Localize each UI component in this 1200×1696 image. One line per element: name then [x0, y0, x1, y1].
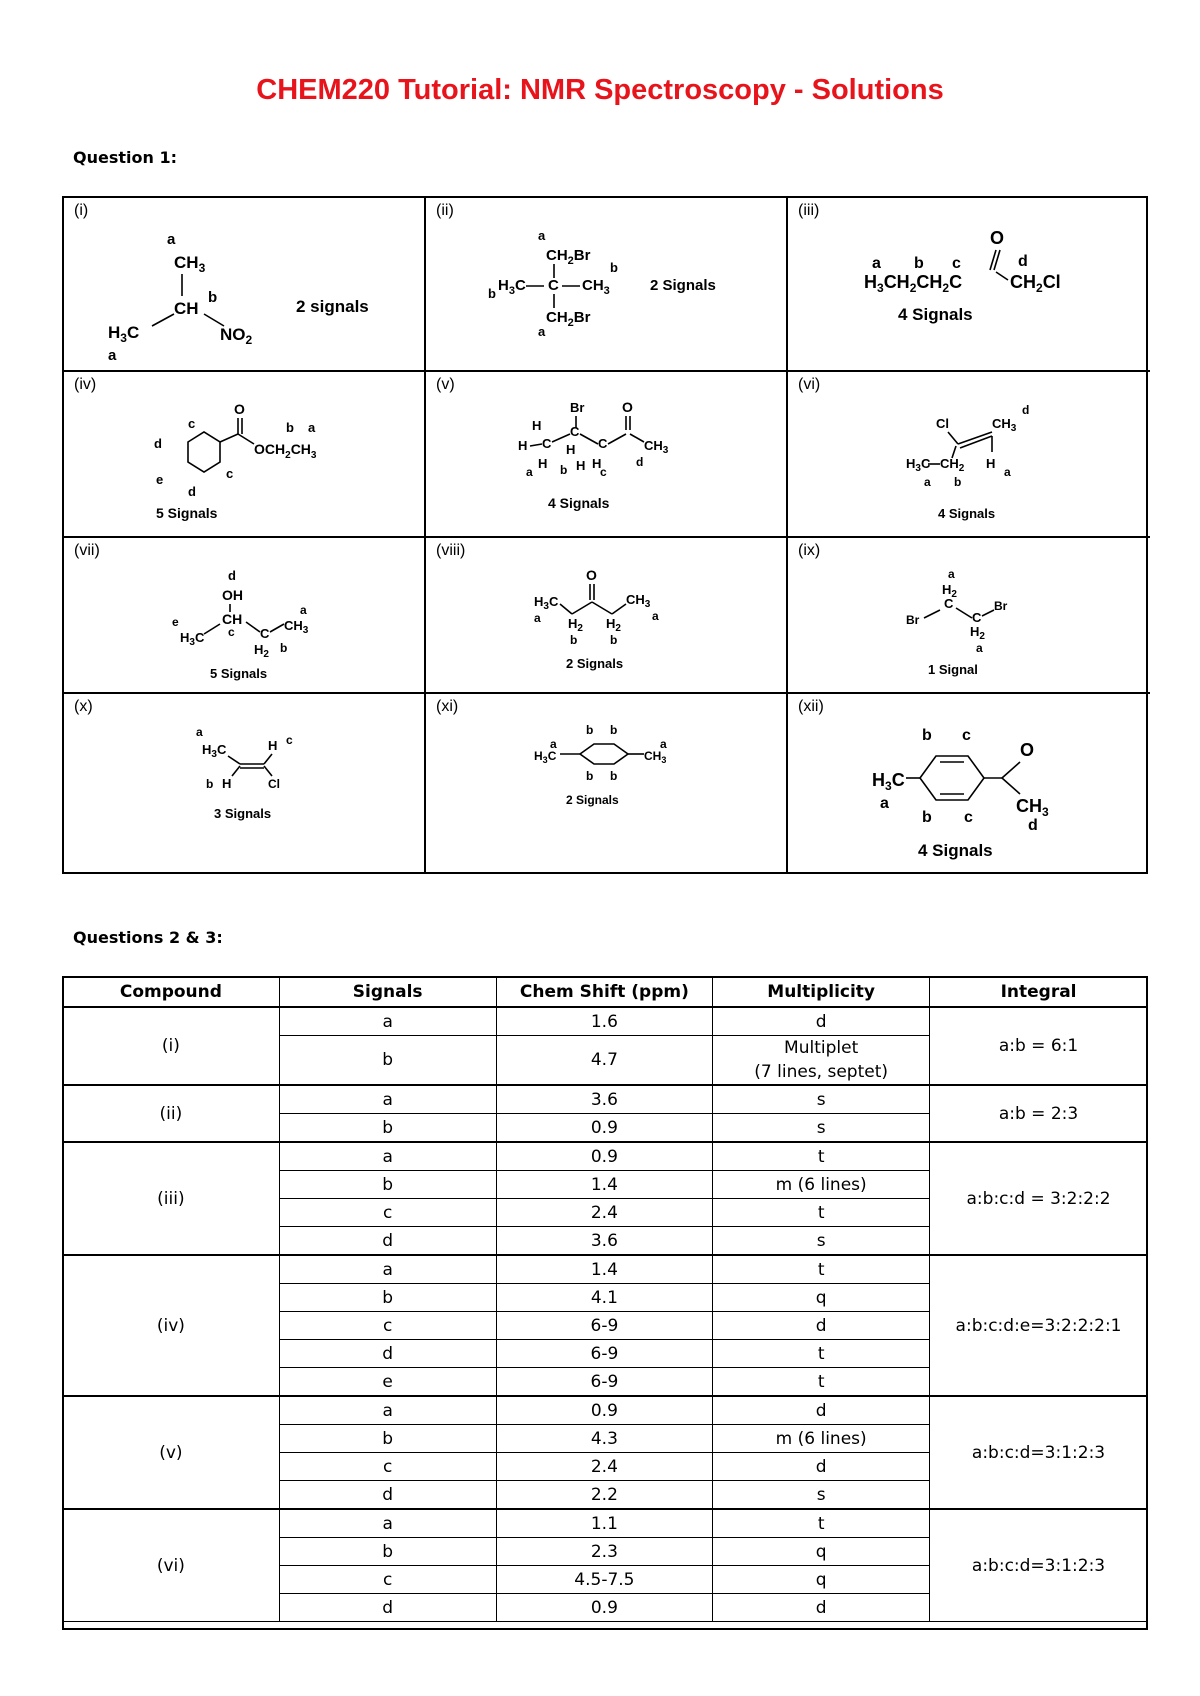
svg-text:c: c — [962, 727, 971, 744]
svg-text:H2: $H_2$ — [568, 616, 583, 634]
structure-cell-v — [426, 372, 788, 538]
svg-text:H: H — [268, 738, 278, 753]
svg-text:b: b — [488, 286, 496, 301]
svg-text:H: H — [222, 776, 232, 791]
svg-text:a: a — [108, 347, 117, 364]
signals-label: 2 Signals — [566, 793, 619, 807]
multiplicity-cell: t — [713, 1368, 930, 1397]
multiplicity-cell: q — [713, 1566, 930, 1594]
integral-cell: a:b:c:d=3:1:2:3 — [930, 1396, 1148, 1509]
svg-text:b: b — [922, 727, 932, 744]
cell-number: (x) — [74, 698, 93, 715]
signal-cell: a — [279, 1396, 496, 1425]
svg-text:Br: Br — [906, 613, 920, 627]
svg-text:O: O — [234, 401, 245, 417]
signal-cell: a — [279, 1255, 496, 1284]
table-row — [63, 1007, 1148, 1036]
shift-cell: 0.9 — [496, 1114, 713, 1143]
cell-number: (iv) — [74, 376, 97, 393]
svg-text:CH2Br: $CH_2Br$ — [546, 309, 591, 329]
svg-text:c: c — [952, 255, 961, 272]
compound-cell: (ii) — [63, 1085, 280, 1142]
svg-text:a: a — [550, 737, 557, 751]
structure-vii — [64, 538, 424, 692]
svg-text:H3C: $H_3C$ — [498, 277, 526, 297]
svg-text:a: a — [652, 609, 659, 623]
svg-text:b: b — [586, 723, 594, 737]
multiplicity-cell: m (6 lines) — [713, 1425, 930, 1453]
svg-text:CH3: $CH_3$ — [284, 618, 309, 636]
multiplicity-cell: t — [713, 1142, 930, 1171]
svg-text:H: H — [986, 456, 996, 471]
signal-cell: d — [279, 1340, 496, 1368]
svg-text:CH3: $CH_3$ — [992, 416, 1017, 434]
svg-text:H3C: $H_3C$ — [180, 630, 205, 648]
svg-text:H3C: $H_3C$ — [872, 770, 905, 793]
structure-x — [64, 694, 424, 872]
signals-label: 2 Signals — [566, 656, 624, 671]
multiplicity-cell: d — [713, 1396, 930, 1425]
svg-text:a: a — [534, 611, 541, 625]
compound-cell: (iii) — [63, 1142, 280, 1255]
signals-label: 4 Signals — [898, 305, 973, 324]
shift-cell: 1.4 — [496, 1255, 713, 1284]
svg-text:H3C: $H_3C$ — [534, 749, 557, 765]
svg-text:d: d — [1018, 253, 1028, 270]
svg-text:b: b — [208, 289, 218, 306]
signal-cell: b — [279, 1036, 496, 1086]
cell-number: (xi) — [436, 698, 459, 715]
signal-cell: c — [279, 1199, 496, 1227]
svg-text:C: C — [570, 424, 580, 439]
header-multiplicity: Multiplicity — [713, 977, 930, 1007]
svg-text:NO2: $NO_2$ — [220, 325, 253, 347]
shift-cell: 4.3 — [496, 1425, 713, 1453]
header-chem-shift: Chem Shift (ppm) — [496, 977, 713, 1007]
svg-text:H: H — [566, 442, 576, 457]
svg-text:CH3: $CH_3$ — [626, 592, 651, 610]
signals-label: 1 Signal — [928, 662, 978, 677]
svg-text:a: a — [880, 795, 889, 812]
svg-text:Br: Br — [994, 599, 1008, 613]
svg-text:CH3: $CH_3$ — [174, 253, 206, 275]
shift-cell: 4.7 — [496, 1036, 713, 1086]
svg-text:b: b — [922, 809, 932, 826]
svg-text:CH2Br: $CH_2Br$ — [546, 247, 591, 267]
multiplicity-cell: t — [713, 1255, 930, 1284]
structure-iii — [788, 198, 1148, 370]
svg-text:a: a — [538, 228, 546, 243]
compound-cell: (v) — [63, 1396, 280, 1509]
signal-cell: a — [279, 1085, 496, 1114]
signals-label: 4 Signals — [918, 841, 993, 860]
shift-cell: 6-9 — [496, 1340, 713, 1368]
svg-text:C: C — [972, 610, 982, 625]
signal-cell: a — [279, 1509, 496, 1538]
signal-cell: b — [279, 1538, 496, 1566]
integral-cell: a:b:c:d = 3:2:2:2 — [930, 1142, 1148, 1255]
shift-cell: 1.6 — [496, 1007, 713, 1036]
multiplicity-cell: s — [713, 1085, 930, 1114]
svg-text:O: O — [1020, 740, 1035, 760]
svg-text:a: a — [526, 465, 533, 479]
signals-label: 3 Signals — [214, 806, 272, 821]
shift-cell: 0.9 — [496, 1396, 713, 1425]
structure-xi — [426, 694, 786, 872]
signal-cell: a — [279, 1142, 496, 1171]
svg-text:CH3: $CH_3$ — [582, 277, 610, 297]
multiplicity-cell: t — [713, 1509, 930, 1538]
table-row — [63, 1142, 1148, 1171]
svg-text:a: a — [1004, 465, 1011, 479]
cell-number: (vi) — [798, 376, 821, 393]
svg-text:H: H — [518, 438, 528, 453]
svg-text:C: C — [542, 436, 552, 451]
signals-label: 2 signals — [296, 297, 369, 316]
header-compound: Compound — [63, 977, 280, 1007]
signal-cell: e — [279, 1368, 496, 1397]
svg-text:d: d — [188, 484, 196, 499]
svg-text:CH: CH — [222, 611, 243, 627]
svg-text:O: O — [990, 228, 1005, 248]
integral-cell: a:b:c:d:e=3:2:2:2:1 — [930, 1255, 1148, 1396]
signal-cell: b — [279, 1171, 496, 1199]
integral-cell: a:b = 6:1 — [930, 1007, 1148, 1085]
svg-text:H2: $H_2$ — [942, 582, 957, 600]
svg-text:b: b — [586, 769, 594, 783]
svg-text:b: b — [280, 641, 288, 655]
structure-cell-x — [64, 694, 426, 874]
signals-label: 4 Signals — [938, 506, 996, 521]
svg-text:a: a — [660, 737, 667, 751]
structure-ix — [788, 538, 1148, 692]
shift-cell: 3.6 — [496, 1085, 713, 1114]
signals-label: 5 Signals — [210, 666, 268, 681]
svg-text:CH3: $CH_3$ — [644, 749, 667, 765]
multiplicity-cell: q — [713, 1284, 930, 1312]
multiplicity-cell — [713, 1036, 930, 1086]
table-header-row — [63, 977, 1148, 1007]
structure-i — [64, 198, 424, 370]
svg-text:a: a — [300, 603, 307, 617]
signal-cell: d — [279, 1594, 496, 1622]
signal-cell: b — [279, 1284, 496, 1312]
multiplicity-cell: d — [713, 1312, 930, 1340]
svg-text:CH3: $CH_3$ — [1016, 796, 1049, 819]
multiplicity-cell: s — [713, 1481, 930, 1510]
svg-text:Br: Br — [570, 400, 585, 415]
svg-text:Cl: Cl — [936, 416, 949, 431]
svg-text:H2: $H_2$ — [970, 624, 985, 642]
structure-cell-viii — [426, 538, 788, 694]
cell-number: (ix) — [798, 542, 821, 559]
svg-text:a: a — [538, 324, 546, 339]
svg-text:d: d — [154, 436, 162, 451]
structure-ii — [426, 198, 786, 370]
svg-text:d: d — [1022, 403, 1030, 417]
compound-cell: (vi) — [63, 1509, 280, 1622]
signals-label: 5 Signals — [156, 505, 218, 521]
structure-cell-xi — [426, 694, 788, 874]
svg-text:C: C — [598, 436, 608, 451]
structure-cell-ii — [426, 198, 788, 372]
signal-cell: b — [279, 1114, 496, 1143]
svg-text:H3C: $H_3C$ — [108, 323, 140, 345]
svg-text:c: c — [964, 809, 973, 826]
header-signals: Signals — [279, 977, 496, 1007]
signal-cell: b — [279, 1425, 496, 1453]
signal-cell: c — [279, 1566, 496, 1594]
svg-text:C: C — [548, 277, 559, 294]
svg-text:b: b — [610, 769, 618, 783]
svg-text:b: b — [954, 475, 962, 489]
integral-cell: a:b = 2:3 — [930, 1085, 1148, 1142]
nmr-table — [62, 976, 1148, 1622]
svg-text:H: H — [592, 456, 602, 471]
structure-cell-vi — [788, 372, 1150, 538]
questions-2-3-label: Questions 2 & 3: — [73, 928, 223, 947]
svg-text:a: a — [872, 255, 881, 272]
shift-cell: 2.4 — [496, 1199, 713, 1227]
svg-text:H3C: $H_3C$ — [906, 456, 931, 474]
svg-text:H3CH2CH2C: $H_3CH_2CH_2C$ — [864, 272, 963, 295]
shift-cell: 6-9 — [496, 1368, 713, 1397]
svg-text:H2: $H_2$ — [606, 616, 621, 634]
svg-text:c: c — [188, 416, 196, 431]
signal-cell: a — [279, 1007, 496, 1036]
svg-text:a: a — [308, 420, 316, 435]
question-1-label: Question 1: — [73, 148, 177, 167]
svg-text:b: b — [570, 633, 578, 647]
table-row — [63, 1509, 1148, 1538]
multiplicity-cell: q — [713, 1538, 930, 1566]
structure-cell-vii — [64, 538, 426, 694]
integral-cell: a:b:c:d=3:1:2:3 — [930, 1509, 1148, 1622]
svg-text:a: a — [167, 231, 176, 248]
multiplicity-cell: d — [713, 1007, 930, 1036]
signal-cell: d — [279, 1227, 496, 1256]
svg-text:O: O — [586, 567, 597, 583]
cell-number: (iii) — [798, 202, 820, 219]
svg-text:a: a — [948, 567, 955, 581]
signal-cell: c — [279, 1453, 496, 1481]
multiplicity-line-1: Multiplet — [784, 1038, 859, 1058]
shift-cell: 2.4 — [496, 1453, 713, 1481]
svg-text:OH: OH — [222, 587, 243, 603]
svg-text:b: b — [914, 255, 924, 272]
signals-label: 4 Signals — [548, 495, 610, 511]
svg-text:e: e — [156, 472, 164, 487]
cell-number: (xii) — [798, 698, 824, 715]
svg-text:b: b — [206, 777, 214, 791]
shift-cell: 6-9 — [496, 1312, 713, 1340]
shift-cell: 1.1 — [496, 1509, 713, 1538]
svg-text:H: H — [532, 418, 542, 433]
structure-cell-i — [64, 198, 426, 372]
cell-number: (viii) — [436, 542, 466, 559]
svg-text:CH2: $CH_2$ — [940, 456, 965, 474]
cell-number: (v) — [436, 376, 455, 393]
signal-cell: c — [279, 1312, 496, 1340]
svg-text:a: a — [976, 641, 983, 655]
multiplicity-line-2: (7 lines, septet) — [754, 1062, 889, 1082]
page-title: CHEM220 Tutorial: NMR Spectroscopy - Solutions — [256, 74, 944, 106]
multiplicity-cell: d — [713, 1594, 930, 1622]
svg-text:c: c — [226, 466, 234, 481]
compound-cell: (iv) — [63, 1255, 280, 1396]
svg-text:b: b — [286, 420, 294, 435]
svg-text:CH2Cl: $CH_2Cl$ — [1010, 272, 1061, 295]
svg-text:b: b — [560, 463, 568, 477]
structure-v — [426, 372, 786, 536]
svg-text:d: d — [228, 568, 236, 583]
svg-text:CH3: $CH_3$ — [644, 438, 669, 456]
shift-cell: 1.4 — [496, 1171, 713, 1199]
svg-text:H3C: $H_3C$ — [534, 594, 559, 612]
table-row — [63, 1085, 1148, 1114]
signals-label: 2 Signals — [650, 277, 716, 294]
svg-text:e: e — [172, 615, 179, 629]
compound-cell: (i) — [63, 1007, 280, 1085]
svg-text:H3C: $H_3C$ — [202, 742, 227, 760]
multiplicity-cell: s — [713, 1227, 930, 1256]
svg-text:b: b — [610, 260, 618, 275]
svg-text:CH: CH — [174, 299, 199, 318]
svg-text:H: H — [576, 458, 586, 473]
svg-text:Cl: Cl — [268, 777, 280, 791]
svg-text:d: d — [636, 455, 644, 469]
svg-text:H: H — [538, 456, 548, 471]
table-row — [63, 1255, 1148, 1284]
multiplicity-cell: d — [713, 1453, 930, 1481]
svg-text:c: c — [600, 465, 607, 479]
cell-number: (i) — [74, 202, 89, 219]
shift-cell: 0.9 — [496, 1142, 713, 1171]
shift-cell: 4.5-7.5 — [496, 1566, 713, 1594]
svg-text:d: d — [1028, 817, 1038, 834]
structure-xii — [788, 694, 1148, 872]
header-integral: Integral — [930, 977, 1148, 1007]
multiplicity-cell: t — [713, 1199, 930, 1227]
shift-cell: 0.9 — [496, 1594, 713, 1622]
structure-iv — [64, 372, 424, 536]
svg-text:C: C — [944, 596, 954, 611]
svg-text:a: a — [196, 725, 203, 739]
svg-text:a: a — [924, 475, 931, 489]
shift-cell: 2.2 — [496, 1481, 713, 1510]
svg-text:H2: $H_2$ — [254, 642, 269, 660]
structure-vi — [788, 372, 1148, 536]
shift-cell: 4.1 — [496, 1284, 713, 1312]
structure-cell-iv — [64, 372, 426, 538]
structure-viii — [426, 538, 786, 692]
shift-cell: 2.3 — [496, 1538, 713, 1566]
svg-text:b: b — [610, 723, 618, 737]
structure-cell-xii — [788, 694, 1150, 874]
shift-cell: 3.6 — [496, 1227, 713, 1256]
svg-text:O: O — [622, 399, 633, 415]
cell-number: (ii) — [436, 202, 454, 219]
svg-text:OCH2CH3: $OCH_2CH_3$ — [254, 441, 317, 461]
structures-grid — [62, 196, 1148, 874]
structure-cell-ix — [788, 538, 1150, 694]
table-row — [63, 1396, 1148, 1425]
structure-cell-iii — [788, 198, 1150, 372]
svg-text:C: C — [260, 626, 270, 641]
multiplicity-cell: s — [713, 1114, 930, 1143]
svg-text:c: c — [286, 733, 293, 747]
svg-text:b: b — [610, 633, 618, 647]
multiplicity-cell: m (6 lines) — [713, 1171, 930, 1199]
signal-cell: d — [279, 1481, 496, 1510]
cell-number: (vii) — [74, 542, 100, 559]
multiplicity-cell: t — [713, 1340, 930, 1368]
svg-text:c: c — [228, 625, 235, 639]
